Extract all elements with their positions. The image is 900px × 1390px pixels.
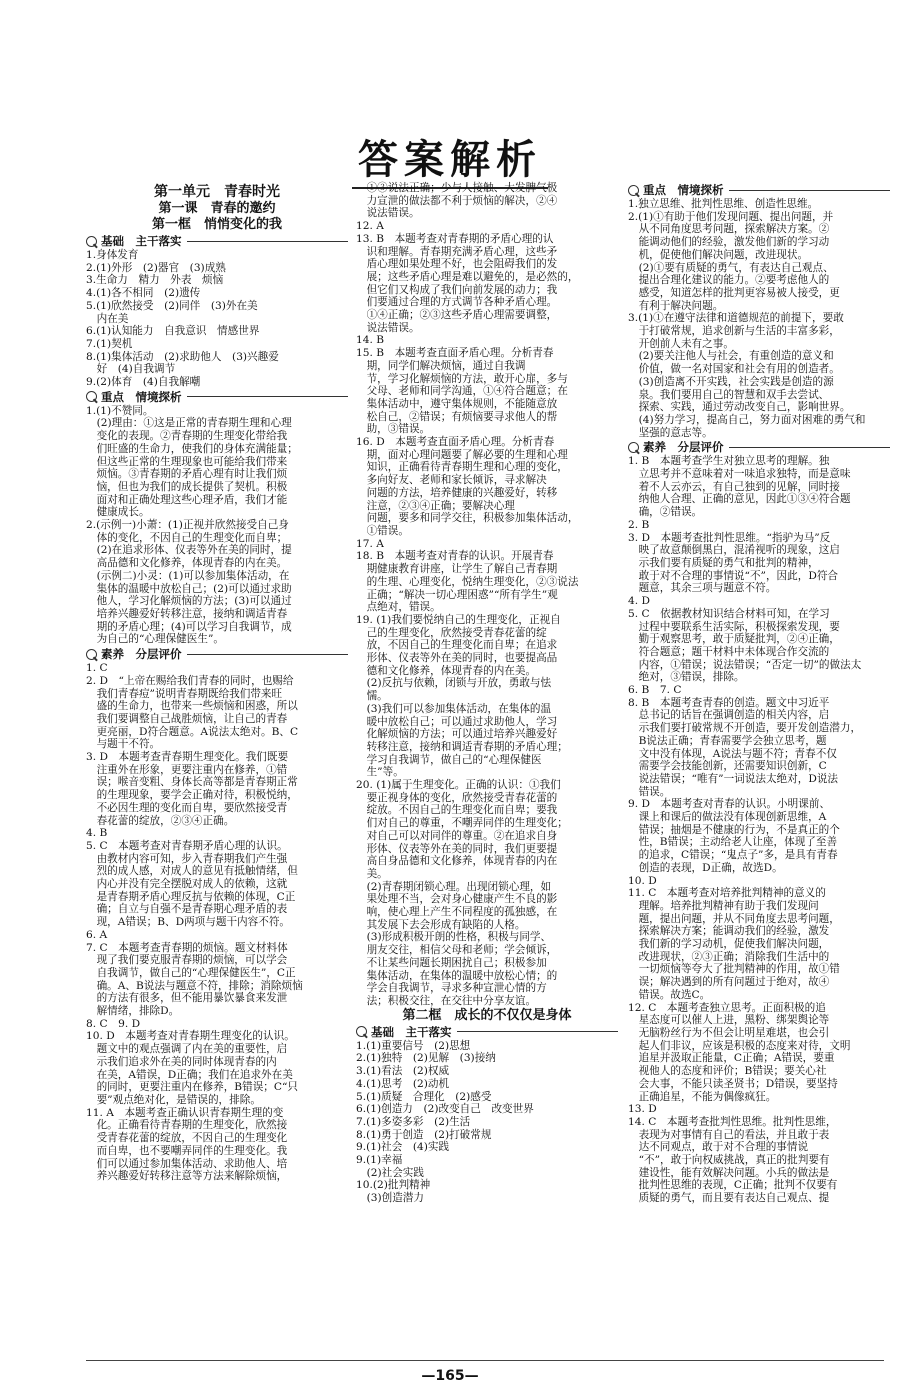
- answer-line: 我们新的学习动机，促使我们解决问题，: [628, 938, 830, 951]
- answer-line: 3. D 本题考查青春期生理变化。我们既要: [86, 751, 289, 764]
- answer-line: 解情绪，排除D。: [86, 1005, 180, 1018]
- magnifier-icon: [86, 649, 97, 660]
- answer-line: 过程中要联系生活实际，积极探索发现，要: [628, 620, 840, 633]
- answer-line: 助，③错误。: [356, 423, 431, 436]
- unit-heading: 第一单元 青春时光: [154, 184, 280, 200]
- answer-line: 18. B 本题考查对青春的认识。开展青春: [356, 550, 554, 563]
- answer-line: B说法正确；青春需要学会独立思考，题: [628, 734, 827, 747]
- band-rule: [187, 241, 349, 242]
- section-band-label: 素养 分层评价: [643, 440, 724, 455]
- answer-line: 泉。我们要用自己的智慧和双手去尝试、: [628, 388, 830, 401]
- answer-line: (3)形成积极开朗的性格，积极与同学、: [356, 931, 552, 944]
- answer-line: 受青春花蕾的绽放，不因自己的生理变化: [86, 1132, 288, 1145]
- answer-line: (2)理由：①这是正常的青春期生理和心理: [86, 417, 292, 430]
- answer-line: 机，促使他们解决问题，改进现状。: [628, 248, 809, 261]
- column-3: [628, 182, 890, 1205]
- answer-line: 说法错误；“唯有”一词说法太绝对，D说法: [628, 772, 839, 785]
- answer-line: 14. C 本题考查批判性思维。批判性思维，: [628, 1115, 837, 1128]
- answer-line: 们要通过合理的方式调节各种矛盾心理。: [356, 296, 558, 309]
- answer-line: 我们青春痘”说明青春期既给我们带来旺: [86, 687, 283, 700]
- answer-line: 13. B 本题考查对青春期的矛盾心理的认: [356, 232, 554, 245]
- answer-line: (3)我们可以参加集体活动，在集体的温: [356, 702, 552, 715]
- answer-line: 9.(1)幸福: [356, 1154, 403, 1167]
- answer-line: 星态度可以催人上进，黑粉、绑架舆论等: [628, 1014, 830, 1027]
- answer-line: 响，使心理上产生不同程度的孤独感，在: [356, 906, 558, 919]
- answer-line: 探索解决方案；能调动我们的经验，激发: [628, 925, 830, 938]
- answer-line: 10. D 本题考查对青春期生理变化的认识。: [86, 1030, 295, 1043]
- answer-line: 错误。: [628, 785, 671, 798]
- answer-line: 松自己，②错误；有烦恼要寻求他人的帮: [356, 410, 558, 423]
- answer-line: 朋友交往，相信父母和老师；学会倾诉，: [356, 944, 558, 957]
- answer-line: 力宣泄的做法都不利于烦恼的解决，②④: [356, 194, 558, 207]
- answer-line: 点绝对，错误。: [356, 601, 441, 614]
- answer-line: 17. A: [356, 537, 384, 550]
- answer-line: 表现为对事情有自己的看法，并且敢于表: [628, 1128, 830, 1141]
- answer-line: (3)创造离不开实践，社会实践是创造的源: [628, 375, 834, 388]
- answer-line: 示我们要有质疑的勇气和批判的精神，: [628, 556, 819, 569]
- magnifier-icon: [628, 442, 639, 453]
- answer-line: 问题，要多和同学交往，积极参加集体活动，: [356, 512, 579, 525]
- answer-line: ①③说法正确；少与人接触、大发脾气极: [356, 182, 558, 194]
- answer-line: 学会自我调节，寻求多种宣泄心情的方: [356, 982, 547, 995]
- answer-line: 建设性，能有效解决问题。小兵的做法是: [628, 1166, 830, 1179]
- answer-line: 生”等。: [356, 766, 404, 779]
- answer-line: 期健康教育讲座，让学生了解自己青春期: [356, 563, 558, 576]
- answer-line: (2)要关注他人与社会，有重创造的意义和: [628, 350, 834, 363]
- answer-line: 符合题意；题干材料中未体现合作交流的: [628, 645, 830, 658]
- answer-line: 在美，A错误，D正确；我们在追求外在美: [86, 1068, 293, 1081]
- answer-line: (2)①要有质疑的勇气，有表达自己观点、: [628, 261, 834, 274]
- answer-line: 识和理解。青春期充满矛盾心理，这些矛: [356, 245, 558, 258]
- answer-line: 误；喉音变粗、身体长高等都是青春期正常: [86, 776, 298, 789]
- answer-line: 10.(2)批判精神: [356, 1179, 431, 1192]
- section-band: [86, 234, 348, 248]
- answer-line: 注意，②③④正确；要解决心理: [356, 499, 515, 512]
- answer-line: 8.(1)勇于创造 (2)打破常规: [356, 1128, 492, 1141]
- section-band-label: 基础 主干落实: [371, 1024, 452, 1039]
- answer-line: 为自己的“心理保健医生”。: [86, 633, 224, 646]
- answer-line: 说法错误。: [356, 207, 420, 220]
- answer-line: 8. B 本题考查青春的创造。题文中习近平: [628, 696, 830, 709]
- answer-line: 确，②错误。: [628, 506, 703, 519]
- answer-line: 映了故意颠倒黑白，混淆视听的现象，这启: [628, 544, 840, 557]
- answer-line: 1.(1)重要信号 (2)思想: [356, 1039, 471, 1052]
- answer-line: 烦恼。③青春期的矛盾心理有时让我们烦: [86, 468, 288, 481]
- answer-line: 美。: [356, 867, 388, 880]
- answer-line: 们对自己的尊重，不嘲弄同伴的生理变化；: [356, 817, 568, 830]
- answer-line: 懦。: [356, 690, 388, 703]
- answer-line: 示我们追求外在美的同时体现青春的内: [86, 1055, 277, 1068]
- answer-line: 的方法有很多，但不能用暴饮暴食来发泄: [86, 992, 288, 1005]
- answer-line: 创造的表现，D正确，故选D。: [628, 861, 783, 874]
- answer-line: 集体活动，在集体的温暖中放松心情；的: [356, 969, 558, 982]
- section-band: [628, 183, 890, 197]
- answer-line: 们旺盛的生命力，使我们的身体充满能量；: [86, 442, 298, 455]
- answer-line: 5.(1)欣然接受 (2)同伴 (3)外在美: [86, 299, 258, 312]
- answer-line: 错误。故选C。: [628, 988, 711, 1001]
- answer-line: 知识，正确看待青春期生理和心理的变化，: [356, 461, 568, 474]
- answer-line: 变化的表现。②青春期的生理变化带给我: [86, 430, 288, 443]
- answer-line: 果处理不当，会对身心健康产生不良的影: [356, 893, 558, 906]
- answer-line: 4.(1)各不相同 (2)遗传: [86, 287, 201, 300]
- answer-line: 6.(1)创造力 (2)改变自己 改变世界: [356, 1103, 534, 1116]
- answer-line: 题，提出问题，并从不同角度去思考问题，: [628, 912, 840, 925]
- answer-line: 由教材内容可知，步入青春期我们产生强: [86, 852, 288, 865]
- answer-line: 的同时，更要注重内在修养，B错误；C“只: [86, 1081, 298, 1094]
- magnifier-icon: [356, 1026, 367, 1037]
- answer-line: 确。A、B说法与题意不符，排除；消除烦恼: [86, 979, 303, 992]
- answer-line: 集体活动中，遵守集体规则，不能随意放: [356, 397, 558, 410]
- answer-line: 盛的生命力，也带来一些烦恼和困惑，所以: [86, 700, 298, 713]
- page-title-text: 答案解析: [352, 128, 548, 189]
- section-band-label: 重点 情境探析: [101, 389, 182, 404]
- answer-line: 7. C 本题考查青春期的烦恼。题文材料体: [86, 941, 288, 954]
- answer-line: ①错误。: [356, 524, 409, 537]
- magnifier-icon: [86, 391, 97, 402]
- answer-line: 2. B: [628, 518, 650, 531]
- answer-line: 批判性思维的表现，C正确；批判不仅要有: [628, 1179, 838, 1192]
- answer-line: 高自身品德和文化修养，体现青春的内在: [356, 855, 558, 868]
- answer-line: 形体、仪表等外在美的同时，我们更要提: [356, 842, 558, 855]
- answer-line: 于打破常规，追求创新与生活的丰富多彩，: [628, 325, 840, 338]
- magnifier-icon: [86, 236, 97, 247]
- answer-line: 理解。培养批判精神有助于我们发现问: [628, 899, 819, 912]
- answer-line: 4. D: [628, 595, 650, 608]
- answer-line: 19. (1)我们要悦纳自己的生理变化，正视自: [356, 613, 561, 626]
- answer-line: 14. B: [356, 334, 384, 347]
- answer-line: 盾心理如果处理不好，也会阻碍我们的发: [356, 258, 558, 271]
- answer-line: 他人，学习化解烦恼的方法；(3)可以通过: [86, 595, 292, 608]
- answer-line: 要”观点绝对化，是错误的，排除。: [86, 1094, 261, 1106]
- answer-line: 11. A 本题考查正确认识青春期生理的变: [86, 1106, 284, 1119]
- answer-line: 德和文化修养，体现青春的内在美。: [356, 664, 537, 677]
- answer-line: 错误；抽烟是不健康的行为，不是真正的个: [628, 823, 840, 836]
- answer-line: 春花蕾的绽放，②③④正确。: [86, 814, 235, 827]
- answer-line: 我们要调整自己战胜烦恼，让自己的青春: [86, 712, 288, 725]
- answer-line: 注重外在形象，更要注重内在修养，①错: [86, 763, 288, 776]
- answer-line: 烈的成人感，对成人的意见有抵触情绪，但: [86, 865, 298, 878]
- answer-line: 起人们非议，应该是积极的态度来对待，文明: [628, 1039, 851, 1052]
- answer-line: (4)努力学习，提高自己，努力面对困难的勇气和: [628, 413, 866, 426]
- column-2: [356, 182, 618, 1205]
- answer-line: 期，面对心理问题要了解必要的生理和心理: [356, 448, 568, 461]
- answer-line: 但它们又构成了我们向前发展的动力；我: [356, 283, 558, 296]
- answer-line: 文中没有体现，A说法与题不符；青春不仅: [628, 747, 837, 760]
- answer-line: 3.(1)看法 (2)权威: [356, 1065, 450, 1078]
- answer-line: (示例二)小灵：(1)可以参加集体活动，在: [86, 569, 290, 582]
- answer-line: 7.(1)契机: [86, 337, 133, 350]
- answer-line: 正确追星，不能为偶像疯狂。: [628, 1090, 777, 1103]
- answer-line: 的追求，C错误；“鬼点子”多，是具有青春: [628, 849, 838, 862]
- answer-line: 1.(1)不赞同。: [86, 404, 154, 417]
- answer-line: 2.(1)①有助于他们发现问题、提出问题，并: [628, 210, 834, 223]
- answer-line: 16. D 本题考查直面矛盾心理。分析青春: [356, 436, 555, 449]
- answer-line: 化。正确看待青春期的生理变化，欣然接: [86, 1119, 288, 1132]
- section-band-label: 重点 情境探析: [643, 183, 724, 197]
- answer-line: 内心并没有完全摆脱对成人的依赖，这就: [86, 878, 288, 891]
- answer-line: 学习自我调节，做自己的“心理保健医: [356, 753, 542, 766]
- answer-line: 题文中的观点强调了内在美的重要性，启: [86, 1043, 288, 1056]
- answer-line: 形体、仪表等外在美的同时，也要提高品: [356, 652, 558, 665]
- answer-line: 放，不因自己的生理变化而自卑；在追求: [356, 639, 558, 652]
- answer-line: 更亮丽，D符合题意。A说法太绝对。B、C: [86, 725, 299, 738]
- answer-line: 正确；“解决一切心理困惑”“所有学生”观: [356, 588, 558, 601]
- answer-line: 7.(1)多姿多彩 (2)生活: [356, 1115, 471, 1128]
- section-band: [628, 440, 890, 454]
- answer-line: 9.(1)社会 (4)实践: [356, 1141, 450, 1154]
- answer-line: 12. C 本题考查独立思考。正面积极的追: [628, 1001, 826, 1014]
- column-1: [86, 182, 348, 1183]
- band-rule: [729, 447, 891, 448]
- answer-line: 4.(1)思考 (2)动机: [356, 1077, 450, 1090]
- answer-line: 总书记的话旨在强调创造的相关内容，启: [628, 709, 830, 722]
- answer-line: 感受，知道怎样的批判更容易被人接受，更: [628, 286, 840, 299]
- answer-line: 对自己可以对同伴的尊重。②在追求自身: [356, 829, 558, 842]
- answer-line: 开创前人未有之事。: [628, 337, 734, 350]
- answer-line: 题意，其余三项与题意不符。: [628, 582, 777, 595]
- answer-line: 改进现状，②③正确；消除我们生活中的: [628, 950, 830, 963]
- answer-line: ①④正确；②③这些矛盾心理需要调整，: [356, 309, 558, 322]
- answer-line: 15. B 本题考查直面矛盾心理。分析青春: [356, 347, 554, 360]
- answer-line: 现了我们要克服青春期的烦恼，可以学会: [86, 954, 288, 967]
- answer-line: 勤于观察思考，敢于质疑批判，②④正确，: [628, 633, 840, 646]
- answer-line: 但这些正常的生理现象也可能给我们带来: [86, 455, 288, 468]
- answer-line: 6.(1)认知能力 自我意识 情感世界: [86, 325, 260, 338]
- magnifier-icon: [628, 185, 639, 196]
- answer-line: 视他人的态度和评价；B错误；要关心社: [628, 1065, 827, 1078]
- answer-line: 展；这些矛盾心理是难以避免的，是必然的，: [356, 270, 579, 283]
- answer-line: 2.(示例一)小萧：(1)正视并欣然接受自己身: [86, 519, 289, 532]
- answer-line: (2)反抗与依赖，闭锁与开放，勇敢与怯: [356, 677, 552, 690]
- answer-line: 高品德和文化修养，体现青春的内在美。: [86, 557, 288, 570]
- answer-line: 集体的温暖中放松自己；(2)可以通过求助: [86, 582, 292, 595]
- sec-heading: 第二框 成长的不仅仅是身体: [402, 1007, 572, 1023]
- answer-line: 敢于对不合理的事情说“不”，因此，D符合: [628, 569, 839, 582]
- answer-line: 5. C 本题考查对青春期矛盾心理的认识。: [86, 839, 288, 852]
- answer-line: 确；自立与自强不是青春期心理矛盾的表: [86, 903, 288, 916]
- answer-line: (2)青春期闭锁心理。出现闭锁心理，如: [356, 880, 552, 893]
- answer-line: 价值，做一名对国家和社会有用的创造者。: [628, 363, 840, 376]
- answer-line: (3)创造潜力: [356, 1192, 424, 1205]
- answer-line: 养兴趣爱好转移注意等方法来解除烦恼，: [86, 1170, 288, 1183]
- answer-line: 多向好友、老师和家长倾诉，寻求解决: [356, 474, 547, 487]
- section-band-label: 素养 分层评价: [101, 647, 182, 662]
- answer-line: 20. (1)属于生理变化。正确的认识：①我们: [356, 779, 561, 792]
- lesson-heading: 第一课 青春的邀约: [158, 201, 276, 216]
- answer-line: 而自卑，也不要嘲弄同伴的生理变化。我: [86, 1144, 288, 1157]
- answer-line: 12. A: [356, 220, 384, 233]
- answer-line: 3. D 本题考查批判性思维。“指驴为马”反: [628, 531, 831, 544]
- answer-line: 不必因生理的变化而自卑，要欣然接受青: [86, 801, 288, 814]
- answer-line: 追星并汲取正能量，C正确；A错误，要重: [628, 1052, 835, 1065]
- answer-line: 绝对，③错误，排除。: [628, 671, 745, 684]
- answer-line: 5. C 依据教材知识结合材料可知，在学习: [628, 607, 830, 620]
- band-rule: [187, 654, 349, 655]
- answer-line: 着不人云亦云，有自己独到的见解，同时接: [628, 480, 840, 493]
- answer-line: 1.独立思维、批判性思维、创造性思维。: [628, 198, 819, 210]
- answer-line: 误；解决遇到的所有问题过于绝对，故④: [628, 976, 830, 989]
- answer-line: 其发展下去会形成有缺陷的人格。: [356, 918, 526, 931]
- answer-line: 坚强的意志等。: [628, 426, 713, 439]
- answer-line: 期的矛盾心理；(4)可以学习自我调节，成: [86, 620, 292, 633]
- answer-line: 内在美: [86, 312, 129, 325]
- answer-line: 暖中放松自己；可以通过求助他人，学习: [356, 715, 558, 728]
- answer-line: 期，同学们解决烦恼，通过自我调: [356, 359, 526, 372]
- answer-line: 需要学会技能创新，还需要知识创新，C: [628, 760, 827, 773]
- answer-line: “不”，敢于向权威挑战，真正的批判要有: [628, 1154, 830, 1167]
- answer-line: 的生理现象，要学会正确对待，积极悦纳，: [86, 789, 298, 802]
- answer-line: 不让某些问题长期困扰自己；积极参加: [356, 956, 547, 969]
- band-rule: [729, 190, 891, 191]
- answer-line: 能调动他们的经验，激发他们新的学习动: [628, 236, 830, 249]
- section-band: [86, 390, 348, 404]
- band-rule: [187, 396, 349, 397]
- answer-line: 探索、实践，通过劳动改变自己，影响世界。: [628, 401, 851, 414]
- answer-line: 们可以通过参加集体活动、求助他人、培: [86, 1157, 288, 1170]
- answer-line: 绽放。不因自己的生理变化而自卑；要我: [356, 804, 558, 817]
- answer-line: 1. B 本题考查学生对独立思考的理解。独: [628, 455, 830, 468]
- answer-line: 课上和课后的做法没有体现创新思维，A: [628, 811, 827, 824]
- answer-line: 父母、老师和同学沟通，①④符合题意；在: [356, 385, 568, 398]
- answer-line: (2)在追求形体、仪表等外在美的同时，提: [86, 544, 292, 557]
- answer-line: 4. B: [86, 827, 108, 840]
- answer-line: 法；积极交往，在交往中分享友谊。: [356, 995, 537, 1007]
- answer-line: 1.身体发育: [86, 249, 139, 261]
- answer-line: 11. C 本题考查对培养批判精神的意义的: [628, 887, 826, 900]
- answer-line: 1. C: [86, 662, 108, 675]
- answer-line: 提出合理化建议的能力。②要考虑他人的: [628, 274, 830, 287]
- answer-line: 质疑的勇气，而且要有表达自己观点、提: [628, 1192, 830, 1205]
- answer-line: 3.生命力 精力 外表 烦恼: [86, 274, 224, 287]
- answer-line: 3.(1)①在遵守法律和道德规范的前提下，要敢: [628, 312, 844, 325]
- answer-line: 恼，但也为我们的成长提供了契机。积极: [86, 480, 288, 493]
- answer-line: 2.(1)外形 (2)器官 (3)成熟: [86, 261, 226, 274]
- answer-line: 8. C 9. D: [86, 1017, 141, 1030]
- answer-line: 纳他人合理、正确的意见，因此①③④符合题: [628, 493, 851, 506]
- answer-line: 体的变化，不因自己的生理变化而自卑；: [86, 531, 288, 544]
- answer-line: 现，A错误；B、D两项与题干内容不符。: [86, 916, 291, 929]
- answer-line: 6. B 7. C: [628, 684, 682, 697]
- answer-line: 示我们要打破常规不开创造，要开发创造潜力，: [628, 722, 862, 735]
- section-band: [86, 647, 348, 661]
- section-band-label: 基础 主干落实: [101, 234, 182, 248]
- answer-line: 13. D: [628, 1103, 657, 1116]
- answer-line: 会大事，不能只读圣贤书；D错误，要坚持: [628, 1077, 838, 1090]
- answer-line: 节，学习化解烦恼的方法，敢开心扉，多与: [356, 372, 568, 385]
- answer-line: 己的生理变化，欣然接受青春花蕾的绽: [356, 626, 547, 639]
- answer-line: 达不同观点，敢于对不合理的事情说: [628, 1141, 809, 1154]
- answer-line: 自我调节，做自己的“心理保健医生”，C正: [86, 966, 296, 979]
- answer-line: 9.(2)体育 (4)自我解嘲: [86, 376, 201, 389]
- answer-line: 问题的方法，培养健康的兴趣爱好，转移: [356, 486, 558, 499]
- page-title: [0, 128, 900, 189]
- answer-line: 是青春期矛盾心理反抗与依赖的体现，C正: [86, 890, 296, 903]
- answer-line: 内容，①错误；说法错误；“否定一切”的做法太: [628, 658, 862, 671]
- answer-line: 培养兴趣爱好转移注意，接纳和调适青春: [86, 607, 288, 620]
- answer-line: 从不同角度思考问题，探索解决方案。②: [628, 223, 830, 236]
- answer-line: 有利于解决问题。: [628, 299, 724, 312]
- answer-line: 的生理、心理变化，悦纳生理变化，②③说法: [356, 575, 579, 588]
- answer-line: 9. D 本题考查对青春的认识。小明课前、: [628, 798, 831, 811]
- answer-line: 6. A: [86, 928, 108, 941]
- answer-line: 5.(1)质疑 合理化 (2)感受: [356, 1090, 492, 1103]
- answer-line: 一切烦恼等夸大了批判精神的作用，故①错: [628, 963, 840, 976]
- answer-line: 性，B错误；主动给老人让座，体现了至善: [628, 836, 838, 849]
- answer-line: 2.(1)独特 (2)见解 (3)接纳: [356, 1052, 496, 1065]
- answer-line: 说法错误。: [356, 321, 420, 334]
- answer-line: 2. D “上帝在赐给我们青春的同时，也赐给: [86, 674, 294, 687]
- band-rule: [457, 1031, 619, 1032]
- answer-line: 与题干不符。: [86, 738, 161, 751]
- answer-line: 8.(1)集体活动 (2)求助他人 (3)兴趣爱: [86, 350, 279, 363]
- section-band: [356, 1025, 618, 1039]
- answer-line: 好 (4)自我调节: [86, 363, 176, 376]
- answer-line: 10. D: [628, 874, 657, 887]
- answer-line: 面对和正确处理这些心理矛盾，我们才能: [86, 493, 288, 506]
- footer-rule: [86, 1360, 884, 1361]
- answer-line: 转移注意，接纳和调适青春期的矛盾心理；: [356, 740, 568, 753]
- answer-line: 健康成长。: [86, 506, 150, 519]
- answer-line: 立思考并不意味着对一味追求独特，而是意味: [628, 468, 851, 481]
- answer-line: 无脑粉丝行为不但会让明星难堪，也会引: [628, 1027, 830, 1039]
- page-number: —165—: [421, 1368, 479, 1384]
- answer-line: 要正视身体的变化，欣然接受青春花蕾的: [356, 791, 558, 804]
- sec-heading: 第一框 悄悄变化的我: [151, 217, 282, 232]
- answer-line: (2)社会实践: [356, 1166, 424, 1179]
- answer-line: 化解烦恼的方法；可以通过培养兴趣爱好: [356, 728, 558, 741]
